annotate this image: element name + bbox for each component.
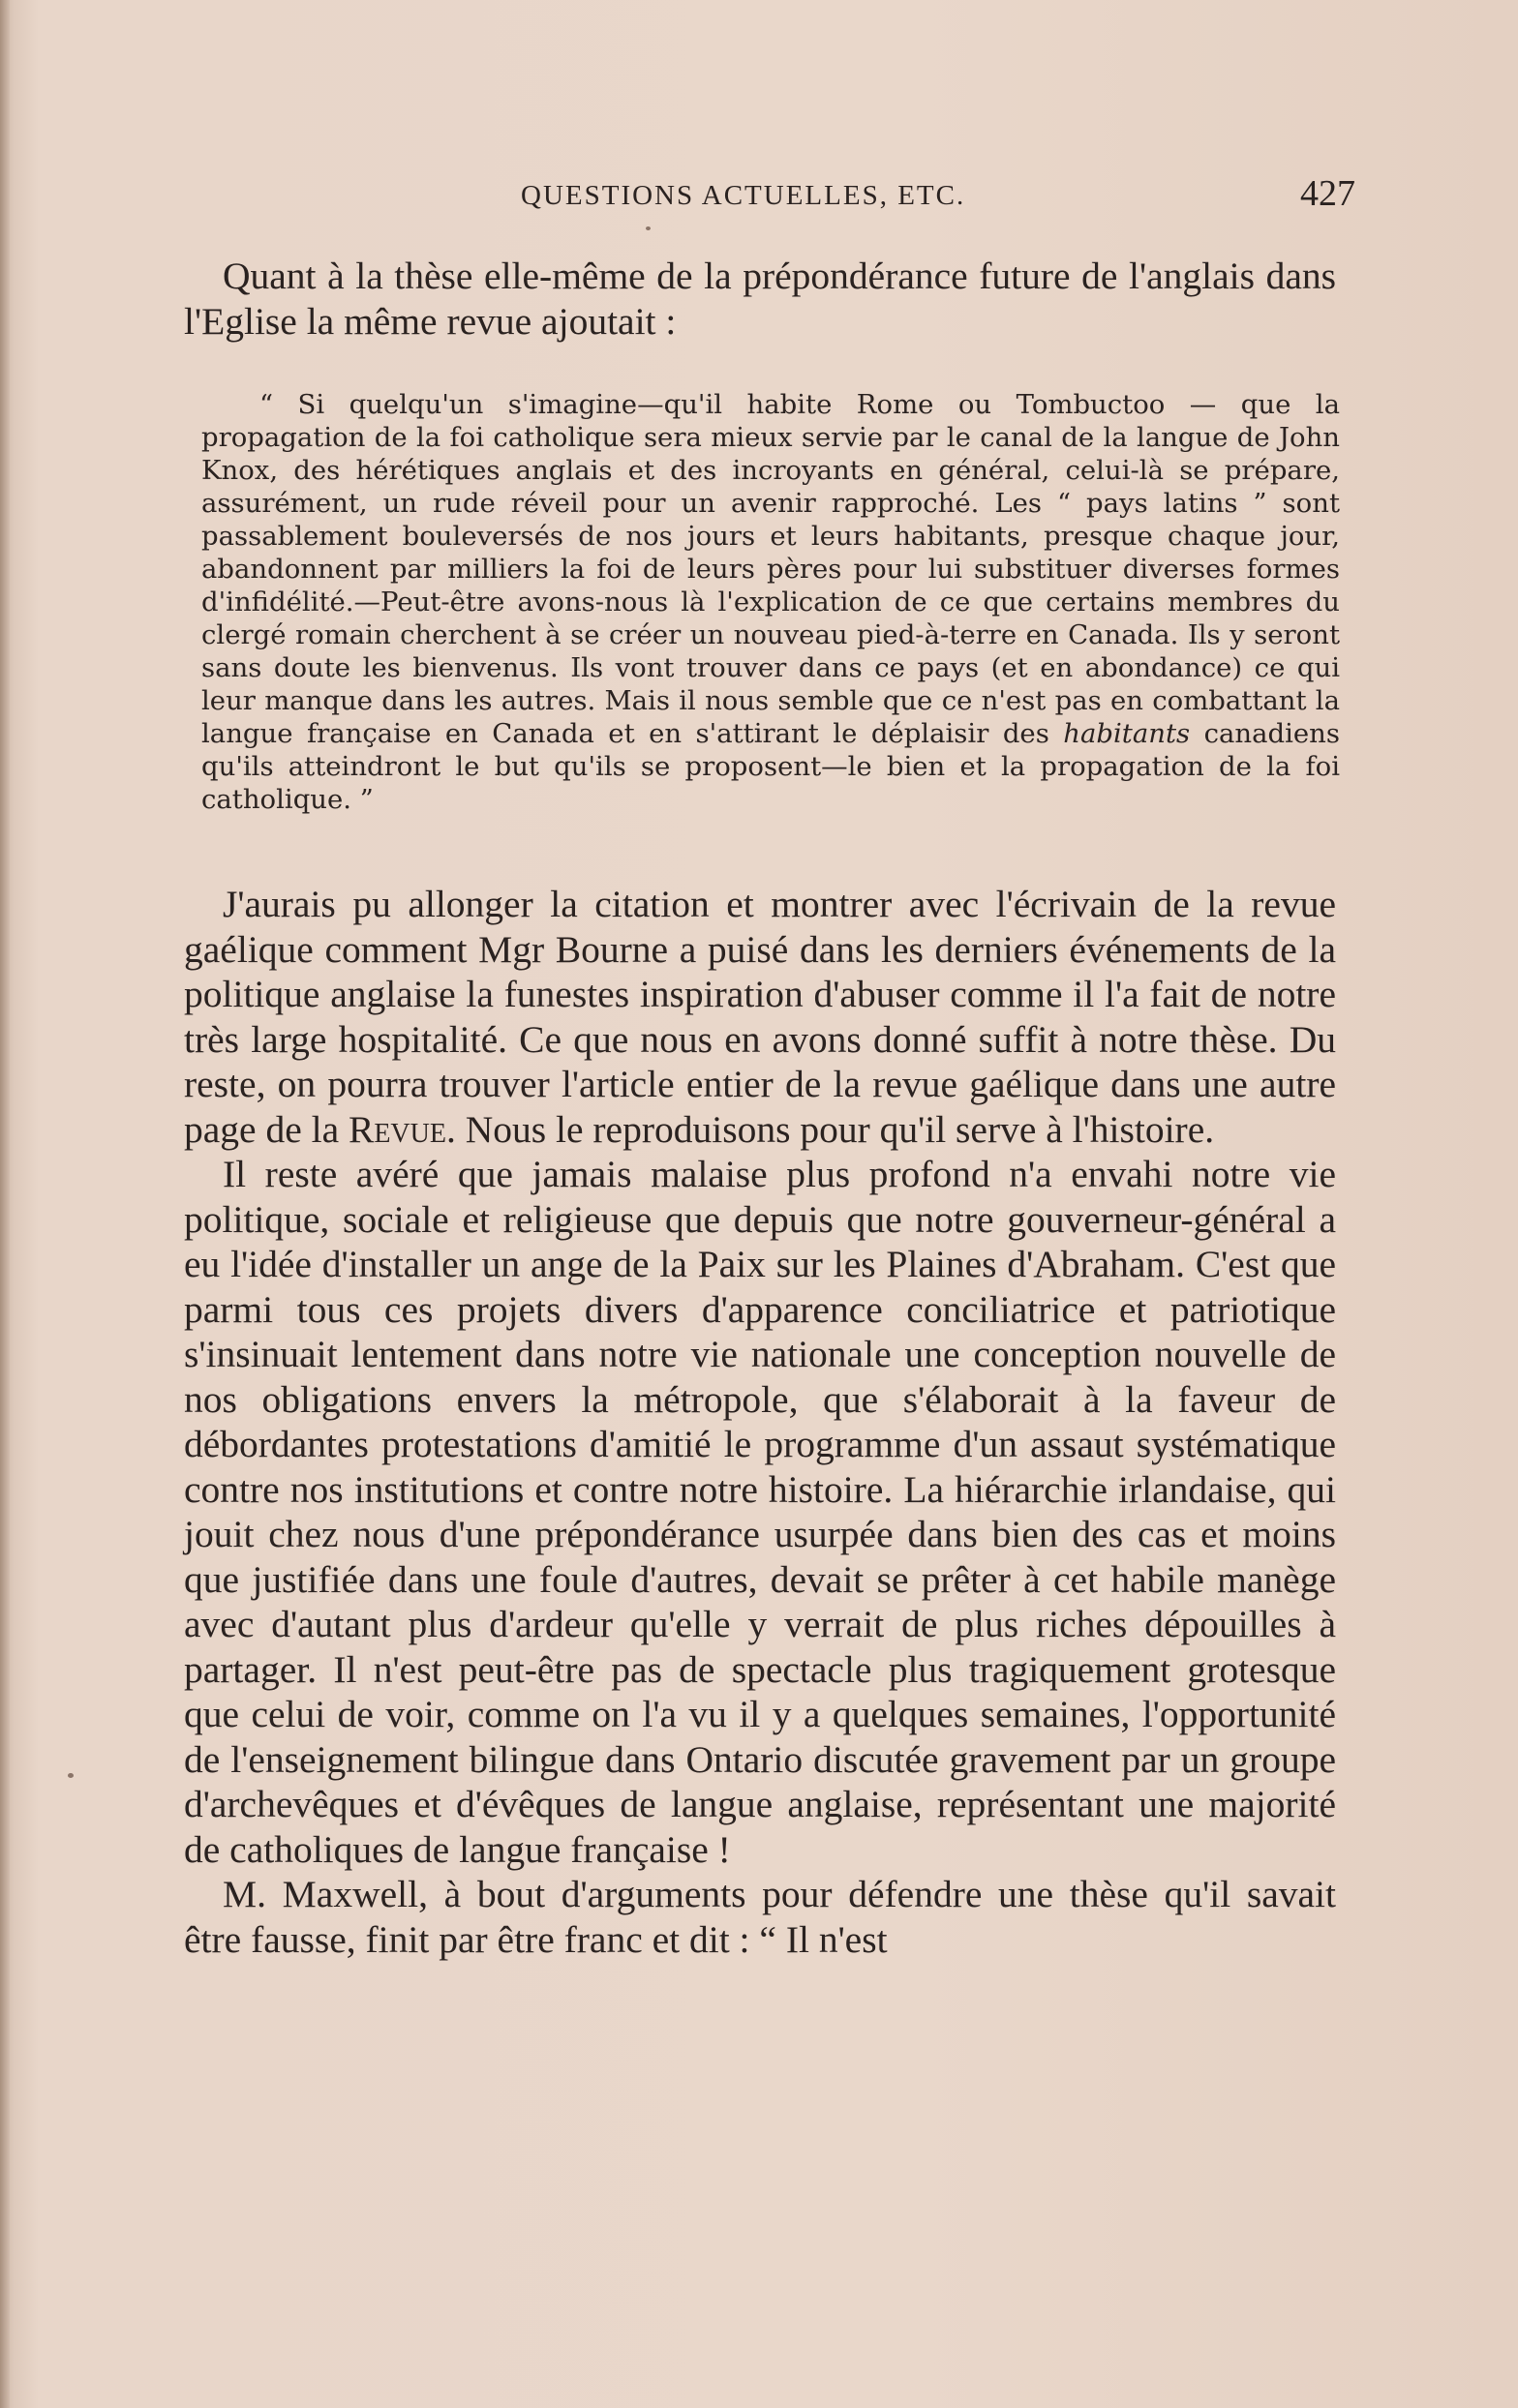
main-body	[184, 882, 1336, 1962]
quote-block	[201, 388, 1340, 816]
paragraph-intro: Quant à la thèse elle-même de la prépondérance future de l'anglais dans l'Eglise la même revue ajoutait :	[184, 255, 1336, 343]
revue-smallcaps: Revue.	[348, 1107, 456, 1151]
running-title: QUESTIONS ACTUELLES, ETC.	[521, 180, 966, 211]
quote-italic-word: habitants	[1063, 718, 1191, 749]
paragraph-2-text: J'aurais pu allonger la citation et montrer avec l'écrivain de la revue gaélique comment Mgr Bourne a puisé dans les derniers événements de la politique anglaise la funestes inspiration d'abuser comme il l'a fait de notre très large hospitalité. Ce que nous en avons donné suffit à notre thèse. Du reste, on pourra trouver l'article entier de la revue gaélique dans une autre page de la	[184, 883, 1336, 1151]
quote-text: “ Si quelqu'un s'imagine—qu'il habite Rome ou Tombuctoo — que la propagation de la foi catholique sera mieux servie par le canal de la langue de John Knox, des hérétiques anglais et des incroyants en général, celui-là se prépare, assurément, un rude réveil pour un avenir rapproché. Les “ pays latins ” sont passablement bouleversés de nos jours et leurs habitants, presque chaque jour, abandonnent par milliers la foi de leurs pères pour lui substituer diverses formes d'infidélité.—Peut-être avons-nous là l'explication de ce que certains membres du clergé romain cherchent à se créer un nouveau pied-à-terre en Canada. Ils y seront sans doute les bienvenus. Ils vont trouver dans ce pays (et en abondance) ce qui leur manque dans les autres. Mais il nous semble que ce n'est pas en combattant la langue française en Canada et en s'attirant le déplaisir des	[201, 389, 1340, 749]
quote-text-end: canadiens qu'ils atteindront le but qu'ils se proposent—le bien et la propagation de la foi catholique. ”	[201, 718, 1340, 815]
paragraph-2	[184, 882, 1336, 1152]
paragraph-4: M. Maxwell, à bout d'arguments pour défendre une thèse qu'il savait être fausse, finit par être franc et dit : “ Il n'est	[184, 1873, 1336, 1961]
paragraph-3: Il reste avéré que jamais malaise plus profond n'a envahi notre vie politique, sociale et religieuse que depuis que notre gouverneur-général a eu l'idée d'installer un ange de la Paix sur les Plaines d'Abraham. C'est que parmi tous ces projets divers d'apparence conciliatrice et patriotique s'insinuait lentement dans notre vie nationale une conception nouvelle de nos obligations envers la métropole, que s'élaborait à la faveur de débordantes protestations d'amitié le programme d'un assaut systématique contre nos institutions et contre notre histoire. La hiérarchie irlandaise, qui jouit chez nous d'une prépondérance usurpée dans bien des cas et moins que justifiée dans une foule d'autres, devait se prêter à cet habile manège avec d'autant plus d'ardeur qu'elle y verrait de plus riches dépouilles à partager. Il n'est peut-être pas de spectacle plus tragiquement grotesque que celui de voir, comme on l'a vu il y a quelques semaines, l'opportunité de l'enseignement bilingue dans Ontario discutée gravement par un groupe d'archevêques et d'évêques de langue anglaise, représentant une majorité de catholiques de langue française !	[184, 1153, 1336, 1871]
block-quote	[201, 388, 1340, 816]
paragraph-2-end: Nous le reproduisons pour qu'il serve à l'histoire.	[465, 1107, 1215, 1151]
page-number: 427	[1300, 173, 1355, 214]
speck	[68, 1773, 74, 1778]
page-edge	[0, 0, 10, 2408]
running-head	[503, 172, 1355, 221]
intro-block	[184, 254, 1336, 344]
speck	[646, 226, 651, 230]
